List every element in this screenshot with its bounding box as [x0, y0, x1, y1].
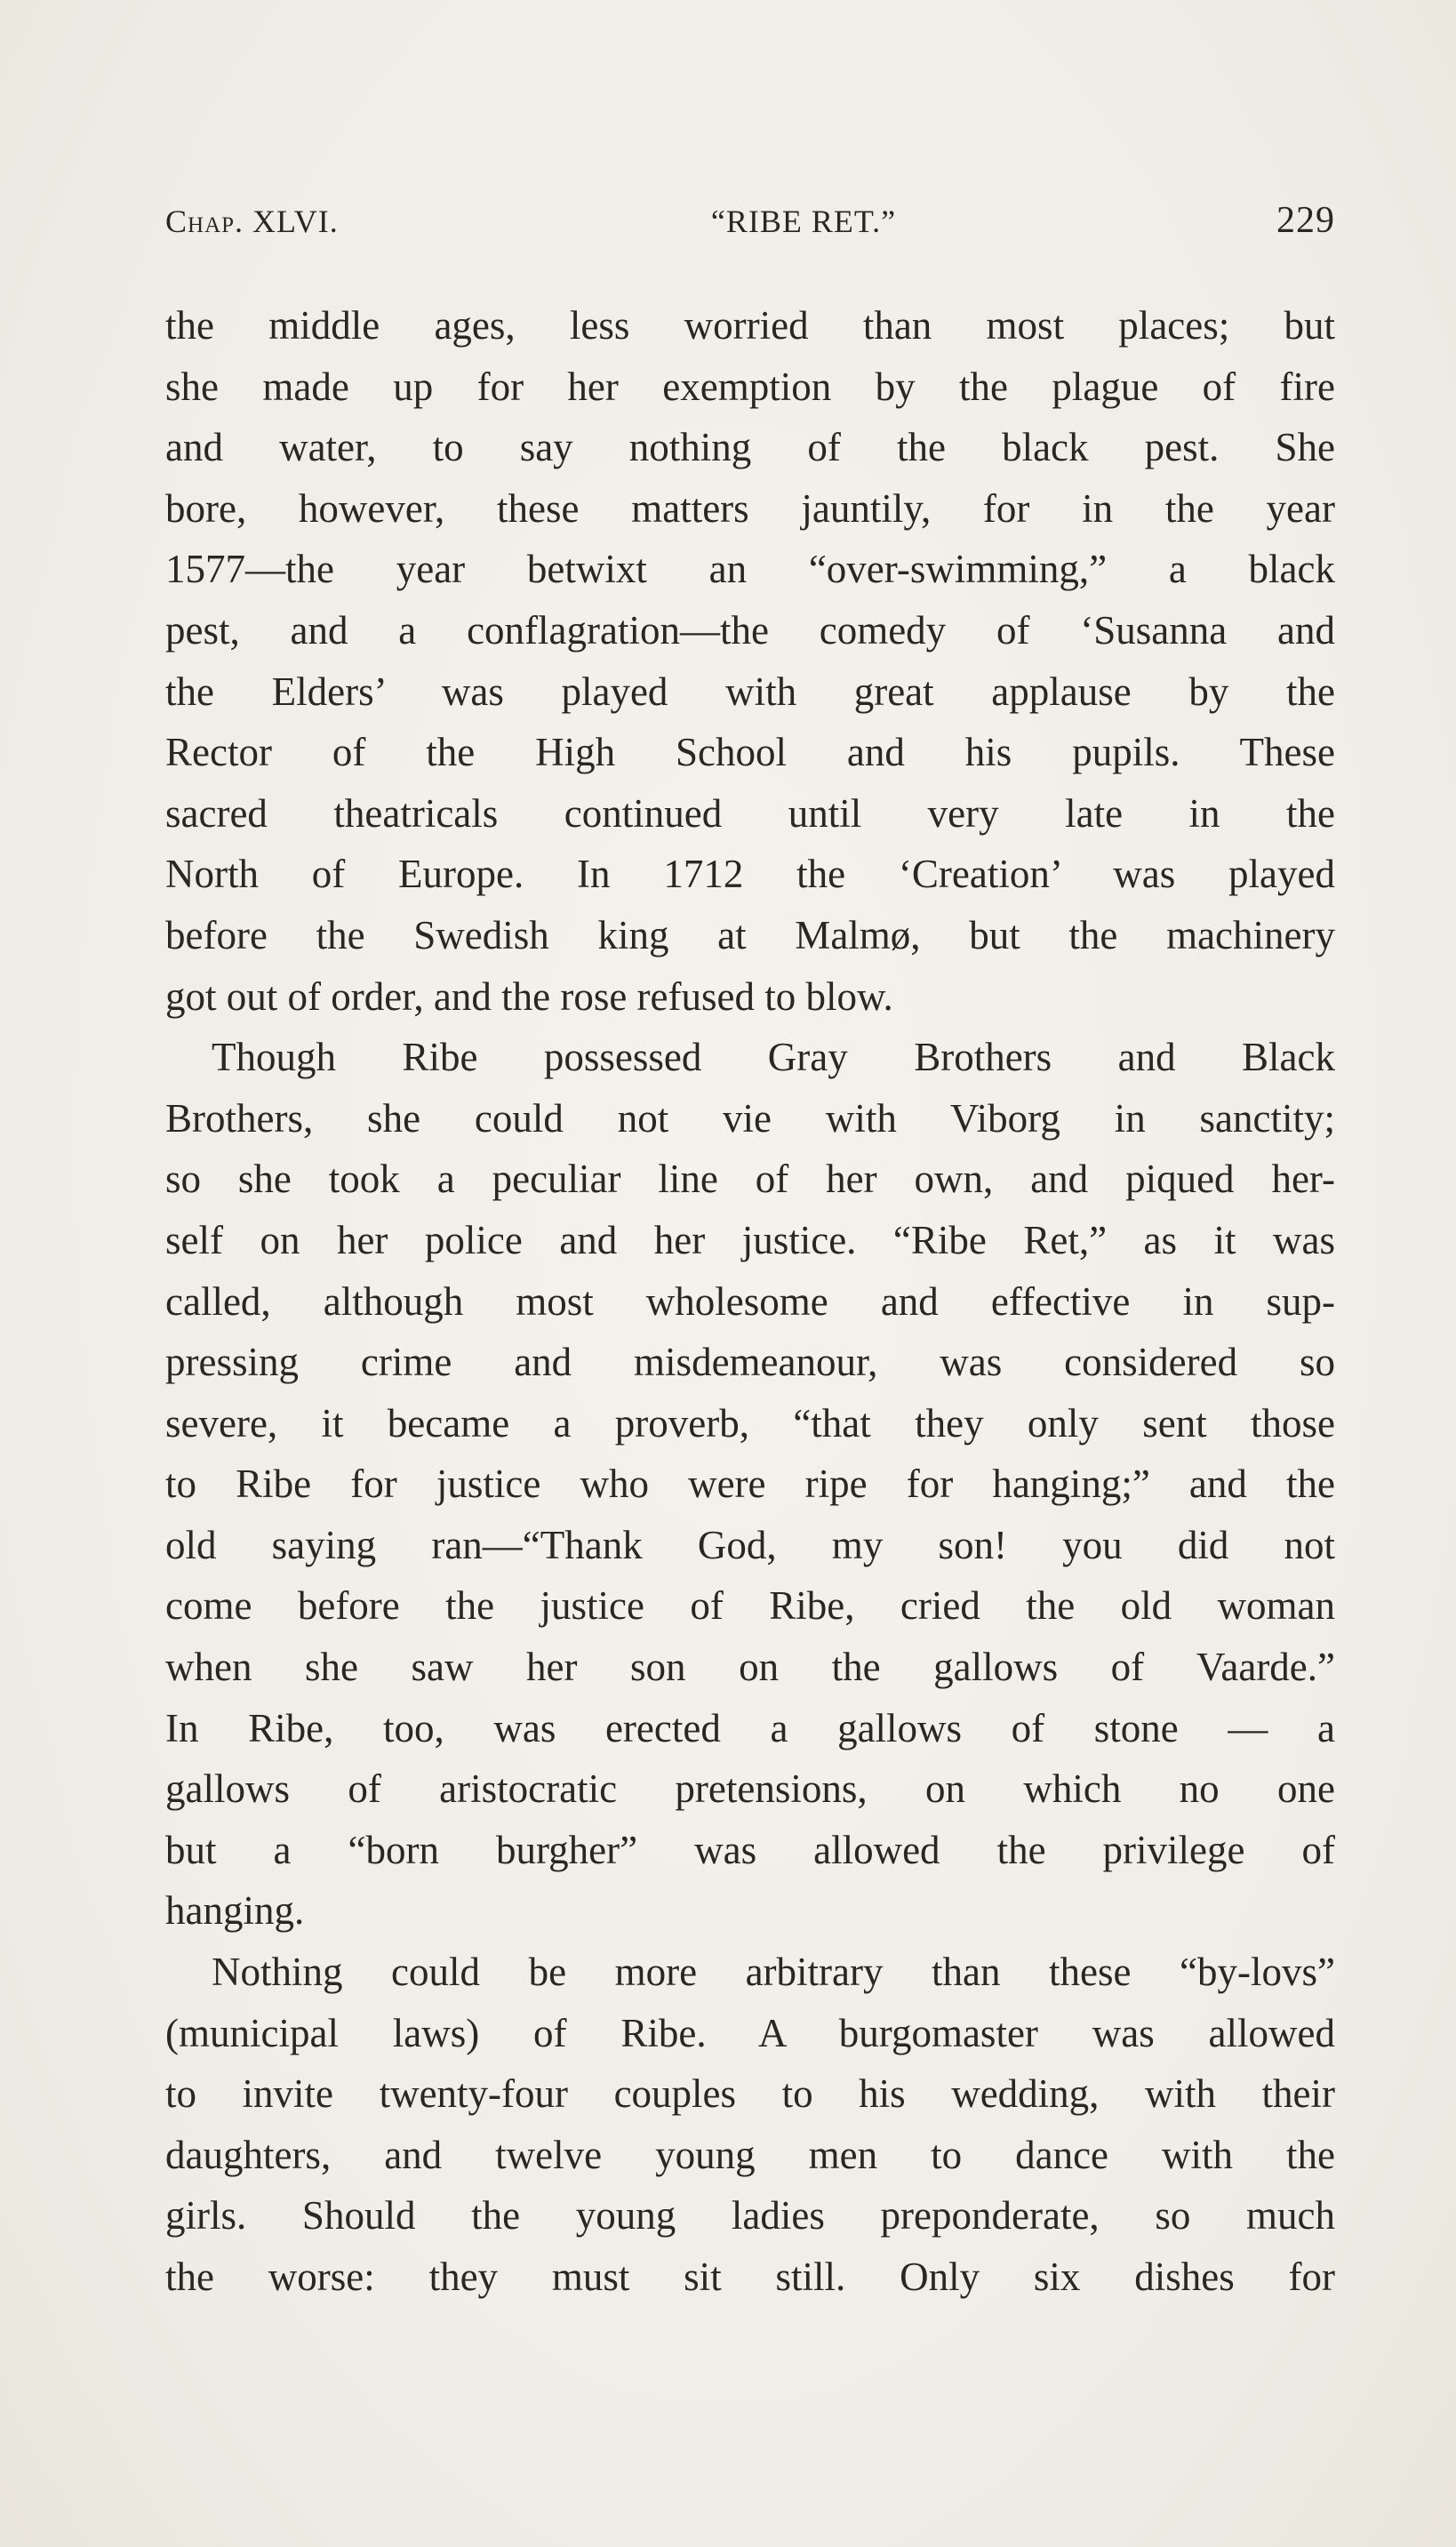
text-line: got out of order, and the rose refused to blow. — [165, 973, 893, 1019]
text-line: before the Swedish king at Malmø, but the machinery — [165, 912, 1335, 957]
text-line: but a “born burgher” was allowed the privilege of — [165, 1827, 1335, 1872]
text-line: Brothers, she could not vie with Viborg in sanctity; — [165, 1095, 1335, 1141]
text-line: the worse: they must sit still. Only six dishes for — [165, 2255, 1335, 2299]
text-line: pressing crime and misdemeanour, was considered so — [165, 1340, 1335, 1385]
text-line: old saying ran—“Thank God, my son! you did not — [165, 1522, 1335, 1567]
text-line: (municipal laws) of Ribe. A burgomaster was allowed — [165, 2010, 1335, 2055]
running-head — [165, 200, 1335, 256]
text-line: sacred theatricals continued until very late in the — [165, 790, 1335, 836]
text-line: to invite twenty-four couples to his wedding, with their — [165, 2071, 1335, 2117]
text-line: the middle ages, less worried than most places; but — [165, 303, 1335, 348]
text-line: she made up for her exemption by the plague of fire — [165, 364, 1335, 409]
text-line: North of Europe. In 1712 the ‘Creation’ was played — [165, 852, 1335, 897]
text-line: girls. Should the young ladies preponderate, so much — [165, 2193, 1335, 2239]
text-line: when she saw her son on the gallows of Vaarde.” — [165, 1645, 1335, 1690]
text-line: In Ribe, too, was erected a gallows of stone — a — [165, 1705, 1335, 1750]
text-line: so she took a peculiar line of her own, and piqued her- — [165, 1157, 1335, 1202]
text-line: come before the justice of Ribe, cried the old woman — [165, 1583, 1335, 1629]
text-line: Nothing could be more arbitrary than these “by-lovs” — [212, 1950, 1335, 1995]
text-line: called, although most wholesome and effective in sup- — [165, 1278, 1335, 1324]
running-title: “RIBE RET.” — [710, 204, 897, 239]
text-line: and water, to say nothing of the black pest. She — [165, 425, 1335, 470]
text-line: Rector of the High School and his pupils. These — [165, 730, 1335, 775]
text-line: self on her police and her justice. “Ribe Ret,” as it was — [165, 1217, 1335, 1262]
text-line: to Ribe for justice who were ripe for hanging;” and the — [165, 1462, 1335, 1507]
text-line: bore, however, these matters jauntily, for in the year — [165, 485, 1335, 531]
text-line: severe, it became a proverb, “that they only sent those — [165, 1400, 1335, 1446]
chapter-label: Chap. XLVI. — [165, 204, 339, 239]
page-number: 229 — [1276, 200, 1335, 241]
text-line: pest, and a conflagration—the comedy of ‘Susanna and — [165, 607, 1335, 653]
text-line: 1577—the year betwixt an “over-swimming,” a black — [165, 547, 1335, 592]
text-line: Though Ribe possessed Gray Brothers and Black — [212, 1035, 1335, 1080]
text-line: hanging. — [165, 1888, 305, 1934]
text-line: daughters, and twelve young men to dance with the — [165, 2132, 1335, 2177]
text-line: the Elders’ was played with great applause by the — [165, 669, 1335, 714]
text-line: gallows of aristocratic pretensions, on which no one — [165, 1766, 1335, 1812]
body-text — [165, 295, 1335, 2308]
